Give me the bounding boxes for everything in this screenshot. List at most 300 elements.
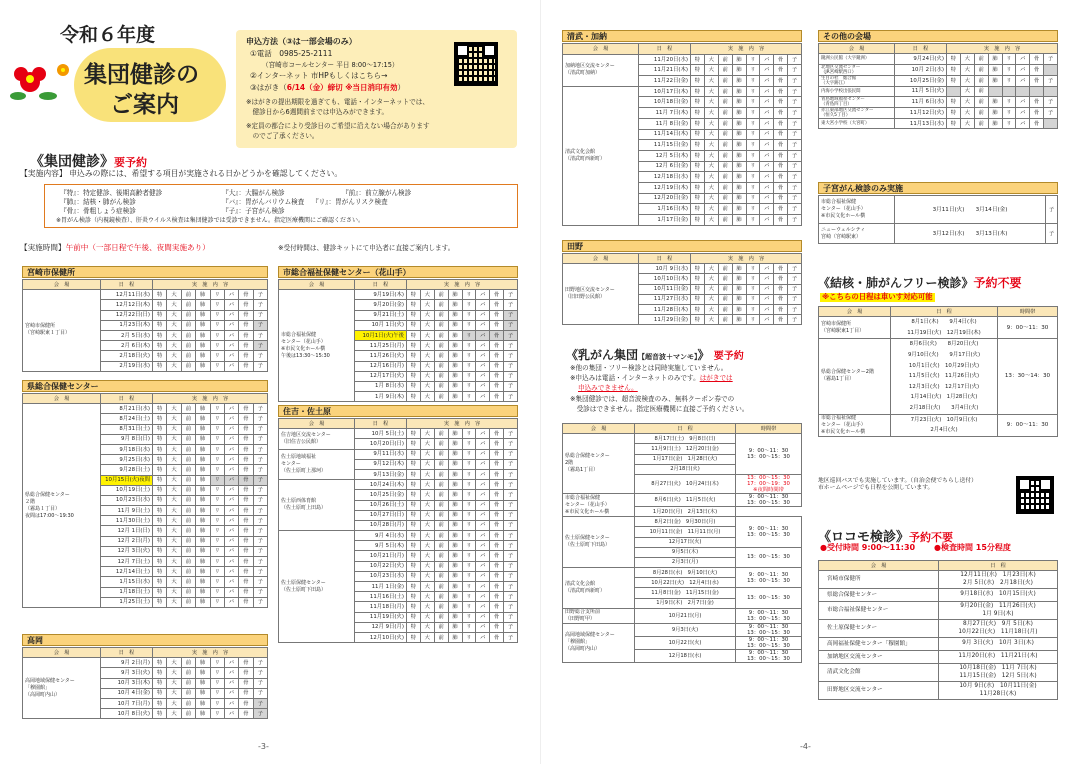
mark-5: バ: [760, 215, 774, 226]
mark-7: 子: [504, 381, 518, 391]
mark-0: 特: [407, 561, 421, 571]
mark-1: 大: [420, 551, 434, 561]
venue-cell: 宮崎市保健所 （宮崎駅東1丁目）: [819, 317, 891, 339]
mark-7: 子: [788, 193, 802, 204]
apply-note3: ※定員の都合により受診日のご希望に沿えない場合があります: [246, 122, 430, 130]
date-cell: 11月30日(土): [101, 516, 153, 526]
mark-4: リ: [210, 341, 224, 351]
mark-5: バ: [224, 341, 238, 351]
mark-6: 骨: [774, 161, 788, 172]
mark-5: バ: [760, 86, 774, 97]
mark-0: 特: [153, 577, 167, 587]
mark-0: 特: [153, 567, 167, 577]
mark-0: 特: [153, 455, 167, 465]
date-cell: 11月21日(木): [639, 65, 691, 76]
table-header: [23, 648, 268, 658]
header-items: 実 施 内 容: [407, 280, 518, 290]
mark-3: 肺: [732, 193, 746, 204]
mark-7: 子: [788, 140, 802, 151]
mark-2: 前: [974, 118, 988, 128]
mark-1: 大: [167, 587, 181, 597]
venue-cell: 田野地区交流センター （旧田野公民館）: [563, 264, 639, 325]
mark-0: 特: [407, 510, 421, 520]
mark-5: バ: [224, 330, 238, 340]
date-cell: 9月20日(金) 11月26日(火) 1月 9日(木): [939, 602, 1058, 620]
mark-2: 前: [974, 54, 988, 64]
mark-3: 肺: [448, 612, 462, 622]
date-cell: 2月18日(火): [635, 464, 736, 474]
mark-2: 前: [181, 465, 195, 475]
mark-0: 特: [153, 330, 167, 340]
mark-3: 肺: [988, 75, 1002, 86]
date-cell: 1月15日(水): [101, 577, 153, 587]
date-cell: 10月23日(水): [101, 495, 153, 505]
mark-6: 骨: [239, 351, 253, 361]
mark-2: 前: [718, 315, 732, 325]
table-row: [563, 264, 802, 274]
mark-0: 特: [407, 439, 421, 449]
header-venue: 会 場: [819, 44, 895, 54]
table-header: [23, 394, 268, 404]
mark-4: リ: [462, 449, 476, 459]
mark-0: 特: [691, 161, 705, 172]
mark-0: 特: [691, 315, 705, 325]
mark-3: 肺: [732, 274, 746, 284]
mark-0: 特: [407, 582, 421, 592]
mark-6: 骨: [490, 490, 504, 500]
mark-3: 肺: [448, 341, 462, 351]
sec-takaoka: 高岡: [22, 634, 268, 646]
content-text: 申込みの際には、希望する項目が実施される日かどうかを確認してください。: [69, 169, 343, 178]
mark-4: リ: [746, 274, 760, 284]
mark-7: 子: [504, 439, 518, 449]
mark-3: 肺: [732, 215, 746, 226]
date-cell: 8月2日(金) 9月30日(月): [635, 517, 736, 527]
mark-7: 子: [788, 274, 802, 284]
mark-0: 特: [947, 107, 961, 118]
mark-4: リ: [462, 602, 476, 612]
mark-3: 肺: [196, 300, 210, 310]
mark-5: バ: [224, 475, 238, 485]
mark-1: 大: [167, 455, 181, 465]
mark-6: 骨: [239, 310, 253, 320]
mark-2: 前: [181, 424, 195, 434]
mark-2: 前: [434, 632, 448, 642]
date-cell: 1月9日(木) 2月7日(金): [635, 598, 736, 608]
mark-3: 肺: [448, 290, 462, 300]
time-row: [20, 244, 210, 253]
mark-1: 大: [704, 284, 718, 294]
mark-0: 特: [153, 444, 167, 454]
mark-5: バ: [224, 688, 238, 698]
mark-4: リ: [210, 567, 224, 577]
mark-6: 骨: [490, 632, 504, 642]
mark-5: バ: [760, 315, 774, 325]
mark-7: 子: [504, 551, 518, 561]
locomo-recv: ●受付時間 9:00〜11:30: [820, 543, 916, 552]
table-row: [819, 651, 1058, 664]
kiyotake-table: [562, 43, 802, 226]
mark-1: 大: [167, 465, 181, 475]
mark-4: リ: [1002, 96, 1016, 107]
mark-1: 大: [420, 392, 434, 402]
qr-code-icon-2[interactable]: [1016, 476, 1054, 514]
mark-5: バ: [224, 434, 238, 444]
date-cell: 10月28日(月): [355, 520, 407, 530]
mark-0: 特: [691, 284, 705, 294]
mark-7: 子: [253, 455, 267, 465]
mark-4: リ: [462, 490, 476, 500]
mark-4: リ: [462, 290, 476, 300]
mark-4: リ: [210, 557, 224, 567]
mark-6: 骨: [774, 182, 788, 193]
table-row: [23, 290, 268, 300]
mark-7: 子: [253, 597, 267, 607]
mark-4: リ: [210, 709, 224, 719]
mark-1: 大: [420, 602, 434, 612]
date-cell: 11月22日(金): [639, 76, 691, 87]
mark-4: リ: [462, 551, 476, 561]
mark-5: バ: [224, 587, 238, 597]
date-cell: 8月1日(木) 9月4日(水) 11月19日(火) 12月19日(木): [891, 317, 998, 339]
mark-7: 子: [504, 510, 518, 520]
mark-3: 肺: [448, 622, 462, 632]
date-cell: 2月19日(水): [101, 361, 153, 371]
shikyu-table: [818, 195, 1058, 244]
mark-4: リ: [462, 592, 476, 602]
mark-4: リ: [210, 658, 224, 668]
mark-4: リ: [210, 290, 224, 300]
table-row: [819, 589, 1058, 602]
mark-6: 骨: [490, 551, 504, 561]
mark-7: 子: [253, 668, 267, 678]
mark-3: 肺: [196, 404, 210, 414]
mark-6: 骨: [490, 592, 504, 602]
mark-1: 大: [167, 658, 181, 668]
mark-7: 子: [253, 465, 267, 475]
mark-7: 子: [788, 86, 802, 97]
mark-2: 前: [181, 414, 195, 424]
mark-7: 子: [253, 290, 267, 300]
mark-1: 大: [420, 439, 434, 449]
mark-2: 前: [434, 469, 448, 479]
mark-7: 子: [253, 310, 267, 320]
mark-1: 大: [704, 65, 718, 76]
mark-2: 前: [434, 551, 448, 561]
mark-3: 肺: [732, 172, 746, 183]
mark-7: 子: [504, 341, 518, 351]
date-cell: 3月11日(火) 3月14日(金): [895, 196, 1046, 224]
mark-6: 骨: [774, 264, 788, 274]
mark-7: 子: [253, 361, 267, 371]
mark-6: 骨: [1030, 64, 1044, 75]
kekkaku-title: [818, 274, 1022, 291]
mark-5: バ: [760, 140, 774, 151]
mark-3: 肺: [988, 64, 1002, 75]
venue-cell: 佐土原保健センター: [819, 620, 939, 638]
mark-4: リ: [210, 351, 224, 361]
mark-6: 骨: [490, 459, 504, 469]
mark-2: 前: [181, 341, 195, 351]
mark-4: リ: [210, 465, 224, 475]
mark-6: 骨: [490, 480, 504, 490]
mark-1: 大: [167, 668, 181, 678]
venue-cell: 市総合福祉保健 センター（花山手） ※市民文化ホール横: [819, 196, 895, 224]
header-date: 日 程: [891, 307, 998, 317]
mark-2: 前: [718, 118, 732, 129]
mark-7: 子: [504, 500, 518, 510]
mark-3: 肺: [196, 668, 210, 678]
mark-1: 大: [960, 75, 974, 86]
mark-4: リ: [462, 531, 476, 541]
mark-4: リ: [462, 500, 476, 510]
mark-1: 大: [960, 64, 974, 75]
date-cell: 8月17日(土) 9月8日(日): [635, 434, 736, 444]
mark-2: 前: [718, 304, 732, 314]
date-cell: 11月19日(火): [355, 612, 407, 622]
header-date: 日 程: [355, 419, 407, 429]
date-cell: 12月10日(火): [355, 632, 407, 642]
mark-2: 前: [181, 300, 195, 310]
venue-cell: 鏡洲公民館（大字鏡洲）: [819, 54, 895, 64]
legend-4: 『リ』：胃がんリスク検査: [312, 198, 388, 206]
mark-6: 骨: [1030, 54, 1044, 64]
table-row: [819, 54, 1058, 64]
mark-0: 特: [691, 86, 705, 97]
mark-6: 骨: [490, 290, 504, 300]
venue-cell: 佐土原保健センター （佐土原町下田島）: [563, 517, 635, 568]
mark-1: 大: [704, 118, 718, 129]
hours-cell: 9：00〜11：30 13：00〜15：30: [736, 493, 802, 506]
mark-6: 骨: [239, 300, 253, 310]
kekkaku-title-text: 《結核・肺がんフリー検診》: [818, 276, 974, 290]
mark-0: 特: [153, 361, 167, 371]
title-year: 令和６年度: [60, 24, 156, 46]
date-cell: 11月18日(月): [355, 602, 407, 612]
mark-6: 骨: [490, 602, 504, 612]
mark-6: 骨: [239, 698, 253, 708]
mark-7: 子: [253, 404, 267, 414]
venue-cell: 清武文化会館: [819, 664, 939, 682]
mark-0: 特: [407, 320, 421, 330]
mark-0: 特: [407, 429, 421, 439]
mark-3: 肺: [196, 557, 210, 567]
mark-4: リ: [462, 561, 476, 571]
mark-0: 特: [691, 172, 705, 183]
page-number-right: -4-: [800, 742, 811, 751]
mark-3: 肺: [732, 76, 746, 87]
mark-4: リ: [746, 65, 760, 76]
mark-2: 前: [181, 526, 195, 536]
mark-3: 肺: [448, 520, 462, 530]
date-cell: 11月8日(金) 11月15日(金): [635, 588, 736, 598]
mark-5: バ: [760, 172, 774, 183]
venue-cell: 市総合福祉保健 センター（花山手） ※市民文化ホール横: [563, 493, 635, 516]
mark-4: リ: [462, 330, 476, 340]
mark-6: 骨: [490, 351, 504, 361]
date-cell: 1月 9日(木): [355, 392, 407, 402]
mark-3: 肺: [732, 284, 746, 294]
mark-1: 大: [420, 459, 434, 469]
date-cell: 11月25日(月): [355, 341, 407, 351]
venue-cell: 佐土原地域福祉 センター （佐土原町上那珂）: [279, 449, 355, 480]
mark-7: 子: [1044, 75, 1058, 86]
mark-1: 大: [420, 310, 434, 320]
header-venue: 会 場: [563, 44, 639, 55]
table-row: [819, 682, 1058, 700]
header-venue: 会 場: [819, 307, 891, 317]
date-cell: 1月25日(土): [101, 597, 153, 607]
mark-4: リ: [462, 622, 476, 632]
mark-3: 肺: [732, 140, 746, 151]
date-cell: 2月3日(月): [635, 557, 736, 567]
mark-1: 大: [960, 96, 974, 107]
mark-2: 前: [974, 75, 988, 86]
mark-2: 前: [434, 449, 448, 459]
mark-1: 大: [420, 500, 434, 510]
mark-5: バ: [760, 108, 774, 119]
mark-5: バ: [476, 510, 490, 520]
sec-kiyotake: 清武・加納: [562, 30, 802, 42]
mark-0: 特: [153, 587, 167, 597]
mark-2: 前: [974, 96, 988, 107]
mark-5: バ: [476, 381, 490, 391]
mark-2: 前: [181, 434, 195, 444]
date-cell: 1月17日(金) 1月28日(火): [635, 454, 736, 464]
qr-code-icon[interactable]: [454, 42, 498, 86]
mark-5: バ: [224, 516, 238, 526]
mark-5: バ: [224, 495, 238, 505]
mark-7: 子: [253, 658, 267, 668]
mark-6: 骨: [239, 424, 253, 434]
mark-4: リ: [746, 172, 760, 183]
date-cell: 1月16日(木): [639, 204, 691, 215]
mark-5: バ: [224, 567, 238, 577]
mark-3: 肺: [196, 678, 210, 688]
mark-5: バ: [476, 351, 490, 361]
mark-2: 前: [718, 204, 732, 215]
mark-3: 肺: [732, 315, 746, 325]
mark-4: リ: [462, 520, 476, 530]
nyugan-n3: 申込みできません。: [578, 384, 638, 392]
mark-6: 骨: [239, 341, 253, 351]
mark-3: 肺: [448, 541, 462, 551]
hours-cell: 9：00〜11：30 13：00〜15：30: [736, 623, 802, 636]
venue-cell: 県総合保健センター 2階 （霧島1丁目）: [563, 434, 635, 494]
date-cell: 10月1日(火)午後: [355, 330, 407, 340]
date-cell: 1月23日(木): [101, 320, 153, 330]
mark-3: 肺: [448, 480, 462, 490]
apply-phone-hours: （宮崎市コールセンター 平日 8:00〜17:15）: [262, 61, 399, 69]
mark-1: 大: [704, 264, 718, 274]
mark-7: 子: [504, 459, 518, 469]
table-row: [279, 290, 518, 300]
mark-2: 前: [434, 622, 448, 632]
mark-7: 子: [253, 688, 267, 698]
header-hours: 時間帯: [998, 307, 1058, 317]
date-cell: 12月 9日(月): [355, 622, 407, 632]
mark-6: [1030, 86, 1044, 96]
date-cell: 10月11日(金): [639, 284, 691, 294]
mark-7: 子: [788, 294, 802, 304]
table-row: [563, 493, 802, 506]
mark-1: 大: [420, 520, 434, 530]
mark-4: リ: [462, 381, 476, 391]
mark-0: 特: [947, 54, 961, 64]
date-cell: 10月25日(金): [895, 75, 947, 86]
mark-0: 特: [153, 557, 167, 567]
venue-cell: 高岡地域保健センター 「穆園館」 （高岡町内山）: [563, 623, 635, 662]
mark-4: リ: [746, 193, 760, 204]
mark-2: 前: [718, 54, 732, 65]
mark-1: 大: [420, 429, 434, 439]
mark-5: バ: [224, 444, 238, 454]
venue-cell: 市総合福祉保健 センター（花山手） ※市民文化ホール横 午後は13:30〜15:30: [279, 290, 355, 402]
header-date: 日 程: [101, 394, 153, 404]
date-cell: 10月24日(木): [355, 480, 407, 490]
mark-6: 骨: [490, 300, 504, 310]
mark-6: 骨: [239, 567, 253, 577]
mark-2: 前: [718, 274, 732, 284]
date-cell: 9月 5日(木): [355, 541, 407, 551]
mark-0: 特: [153, 465, 167, 475]
date-cell: 11月14日(木): [639, 129, 691, 140]
mark-7: [1044, 86, 1058, 96]
mark-2: 前: [181, 444, 195, 454]
mark-3: 肺: [732, 97, 746, 108]
mark-3: 肺: [448, 582, 462, 592]
mark-4: リ: [746, 118, 760, 129]
mark-1: 大: [420, 561, 434, 571]
time-note: ※受付時間は、健診キットにて申込者に直接ご案内します。: [278, 244, 455, 252]
mark-7: 子: [788, 264, 802, 274]
mark-5: バ: [224, 455, 238, 465]
mark-0: 特: [153, 658, 167, 668]
mark-5: バ: [760, 129, 774, 140]
date-cell: 11月20日(水) 11月21日(木): [939, 651, 1058, 664]
mark-3: 肺: [196, 536, 210, 546]
mark-4: リ: [746, 97, 760, 108]
date-cell: 12月17日(火): [355, 371, 407, 381]
mark-1: 大: [167, 414, 181, 424]
mark-6: 骨: [239, 290, 253, 300]
mark-5: バ: [476, 439, 490, 449]
mark-2: 前: [718, 182, 732, 193]
mark-2: 前: [718, 140, 732, 151]
mark-1: 大: [420, 341, 434, 351]
mark-1: 大: [167, 300, 181, 310]
date-cell: 8月24日(土): [101, 414, 153, 424]
mark-5: バ: [476, 561, 490, 571]
hours-cell: 9：00〜11：30 13：00〜15：30: [736, 608, 802, 623]
mark-1: 大: [167, 678, 181, 688]
table-row: [563, 434, 802, 444]
mark-3: 肺: [196, 485, 210, 495]
mark-6: 骨: [490, 330, 504, 340]
mark-2: 前: [974, 64, 988, 75]
date-cell: 10月 4日(金): [101, 688, 153, 698]
date-cell: 9月24日(火): [895, 54, 947, 64]
mark-0: 特: [407, 469, 421, 479]
mark-5: バ: [476, 300, 490, 310]
mark-6: 骨: [774, 304, 788, 314]
mark-3: 肺: [196, 506, 210, 516]
date-cell: 2月 5日(水): [101, 330, 153, 340]
mark-5: バ: [224, 709, 238, 719]
locomo-title-text: 《ロコモ検診》: [818, 530, 910, 545]
mark-5: バ: [760, 150, 774, 161]
mark-4: リ: [1002, 64, 1016, 75]
